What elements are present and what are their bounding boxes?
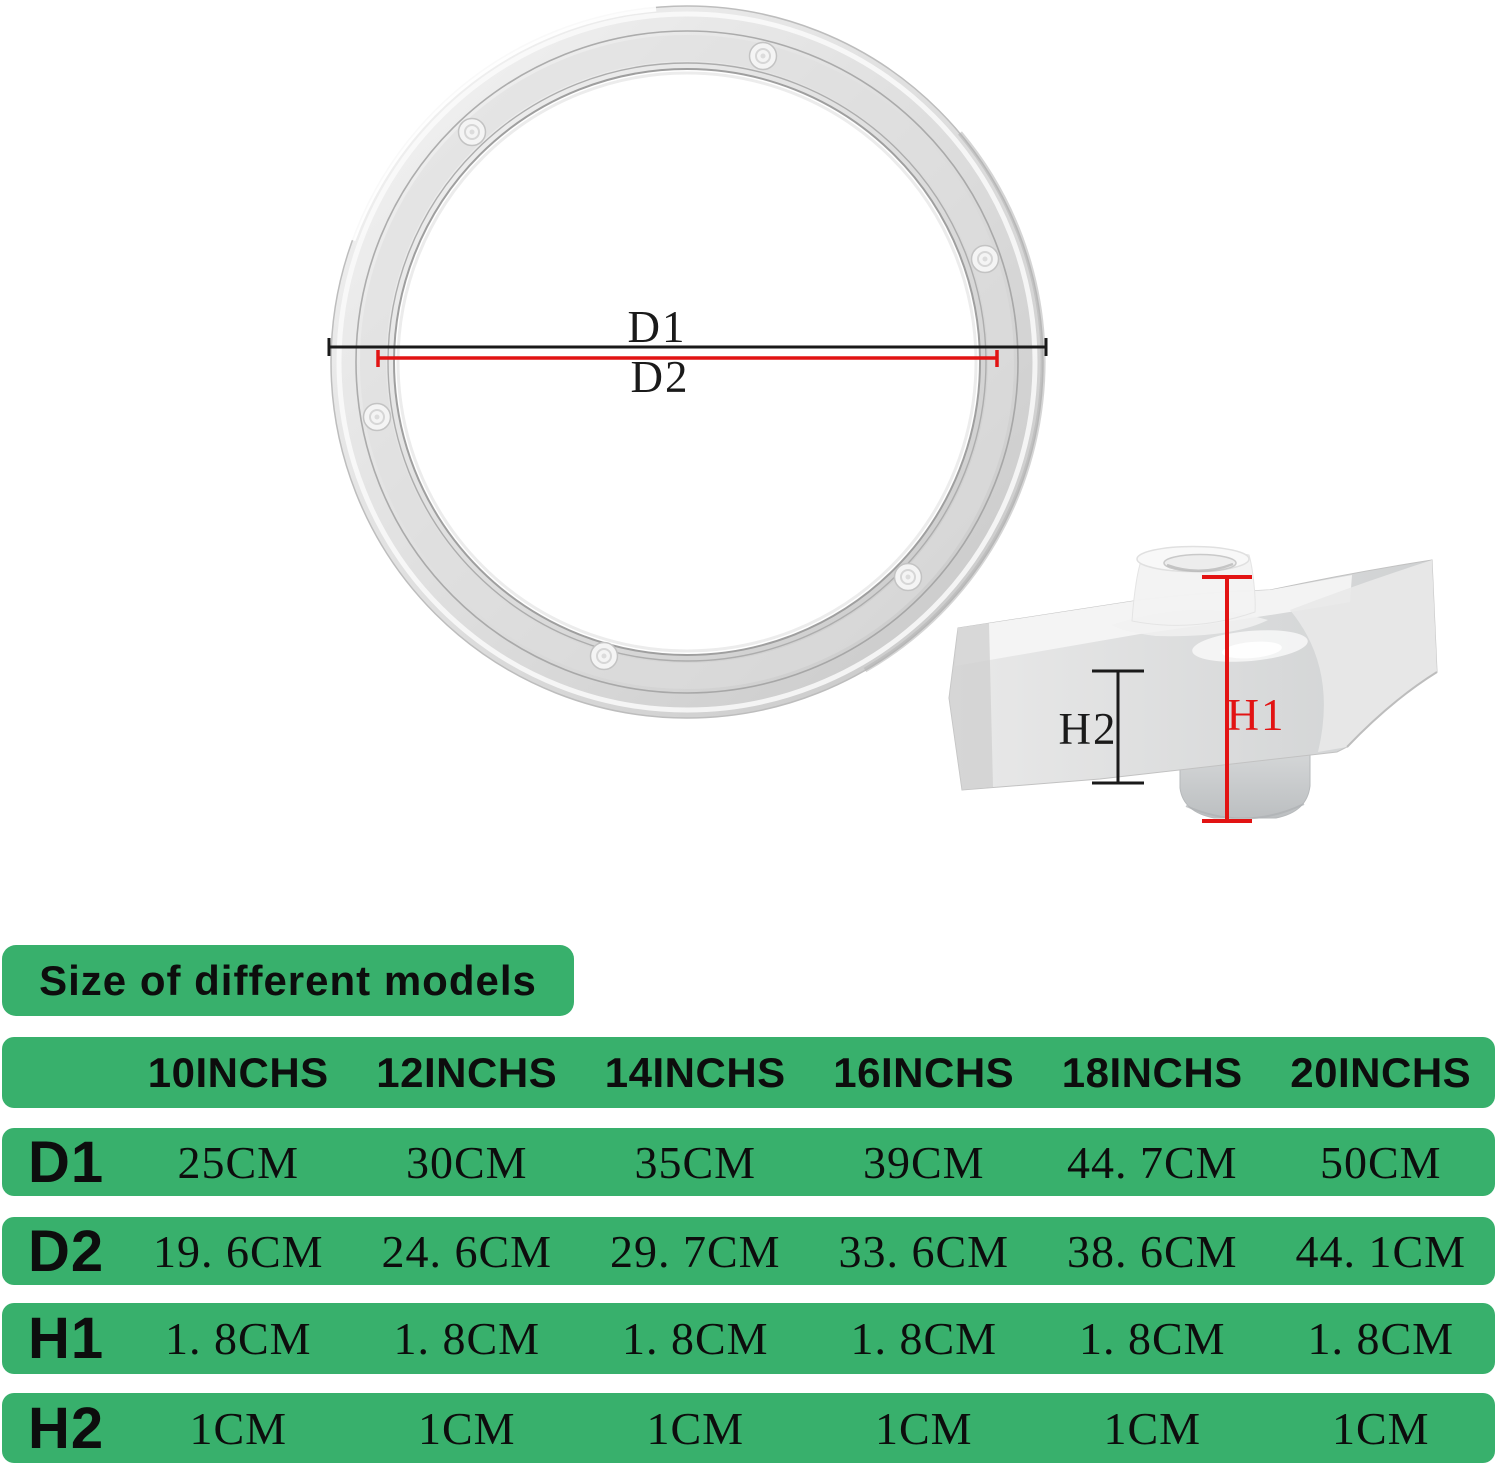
column-header-14inchs: 14INCHS bbox=[604, 1048, 786, 1096]
d1-value-10inchs: 25CM bbox=[177, 1136, 300, 1188]
d2-dimension-label: D2 bbox=[630, 352, 690, 402]
h2-value-20inchs: 1CM bbox=[1331, 1402, 1430, 1454]
top-hub-opening bbox=[1164, 555, 1236, 572]
h2-value-16inchs: 1CM bbox=[874, 1402, 973, 1454]
metal-left-facet bbox=[949, 623, 993, 790]
d1-value-20inchs: 50CM bbox=[1319, 1136, 1442, 1188]
h1-value-10inchs: 1. 8CM bbox=[164, 1313, 312, 1364]
row-label-h1: H1 bbox=[28, 1306, 105, 1371]
table-title-box bbox=[2, 945, 574, 1016]
d1-value-18inchs: 44. 7CM bbox=[1066, 1136, 1238, 1188]
table-row-d2 bbox=[2, 1217, 1495, 1285]
h1-value-12inchs: 1. 8CM bbox=[393, 1313, 541, 1364]
column-header-16inchs: 16INCHS bbox=[833, 1048, 1015, 1096]
row-label-h2: H2 bbox=[28, 1395, 105, 1461]
d1-value-14inchs: 35CM bbox=[634, 1136, 757, 1188]
row-label-d1: D1 bbox=[28, 1129, 105, 1195]
d1-dimension-label: D1 bbox=[627, 302, 687, 352]
d2-value-20inchs: 44. 1CM bbox=[1295, 1225, 1467, 1277]
column-header-10inchs: 10INCHS bbox=[147, 1048, 329, 1096]
h1-value-18inchs: 1. 8CM bbox=[1078, 1313, 1226, 1364]
h2-value-10inchs: 1CM bbox=[189, 1402, 288, 1454]
h1-dimension-label: H1 bbox=[1226, 690, 1286, 740]
h2-value-12inchs: 1CM bbox=[417, 1402, 516, 1454]
table-title: Size of different models bbox=[39, 956, 537, 1004]
rivet-icon bbox=[895, 564, 922, 591]
table-header-row bbox=[2, 1037, 1495, 1108]
h1-value-16inchs: 1. 8CM bbox=[850, 1313, 998, 1364]
d1-value-12inchs: 30CM bbox=[405, 1136, 528, 1188]
turntable-side-view bbox=[949, 547, 1437, 819]
h2-value-18inchs: 1CM bbox=[1103, 1402, 1202, 1454]
d2-value-10inchs: 19. 6CM bbox=[152, 1225, 324, 1277]
row-label-d2: D2 bbox=[28, 1218, 105, 1284]
column-header-20inchs: 20INCHS bbox=[1290, 1048, 1472, 1096]
h2-value-14inchs: 1CM bbox=[646, 1402, 745, 1454]
column-header-12inchs: 12INCHS bbox=[376, 1048, 558, 1096]
rivet-icon bbox=[364, 404, 391, 431]
d1-value-16inchs: 39CM bbox=[862, 1136, 985, 1188]
size-table bbox=[0, 945, 1500, 1471]
d2-value-12inchs: 24. 6CM bbox=[381, 1225, 553, 1277]
column-header-18inchs: 18INCHS bbox=[1061, 1048, 1243, 1096]
d2-value-18inchs: 38. 6CM bbox=[1066, 1225, 1238, 1277]
h1-value-14inchs: 1. 8CM bbox=[621, 1313, 769, 1364]
h2-dimension-label: H2 bbox=[1058, 704, 1118, 754]
rivet-icon bbox=[459, 119, 486, 146]
d2-value-14inchs: 29. 7CM bbox=[609, 1225, 781, 1277]
table-row-h1 bbox=[2, 1303, 1495, 1374]
rivet-icon bbox=[972, 246, 999, 273]
d2-value-16inchs: 33. 6CM bbox=[838, 1225, 1010, 1277]
rivet-icon bbox=[591, 643, 618, 670]
table-row-h2 bbox=[2, 1393, 1495, 1463]
table-row-d1 bbox=[2, 1128, 1495, 1196]
rivet-icon bbox=[750, 43, 777, 70]
h1-value-20inchs: 1. 8CM bbox=[1307, 1313, 1455, 1364]
